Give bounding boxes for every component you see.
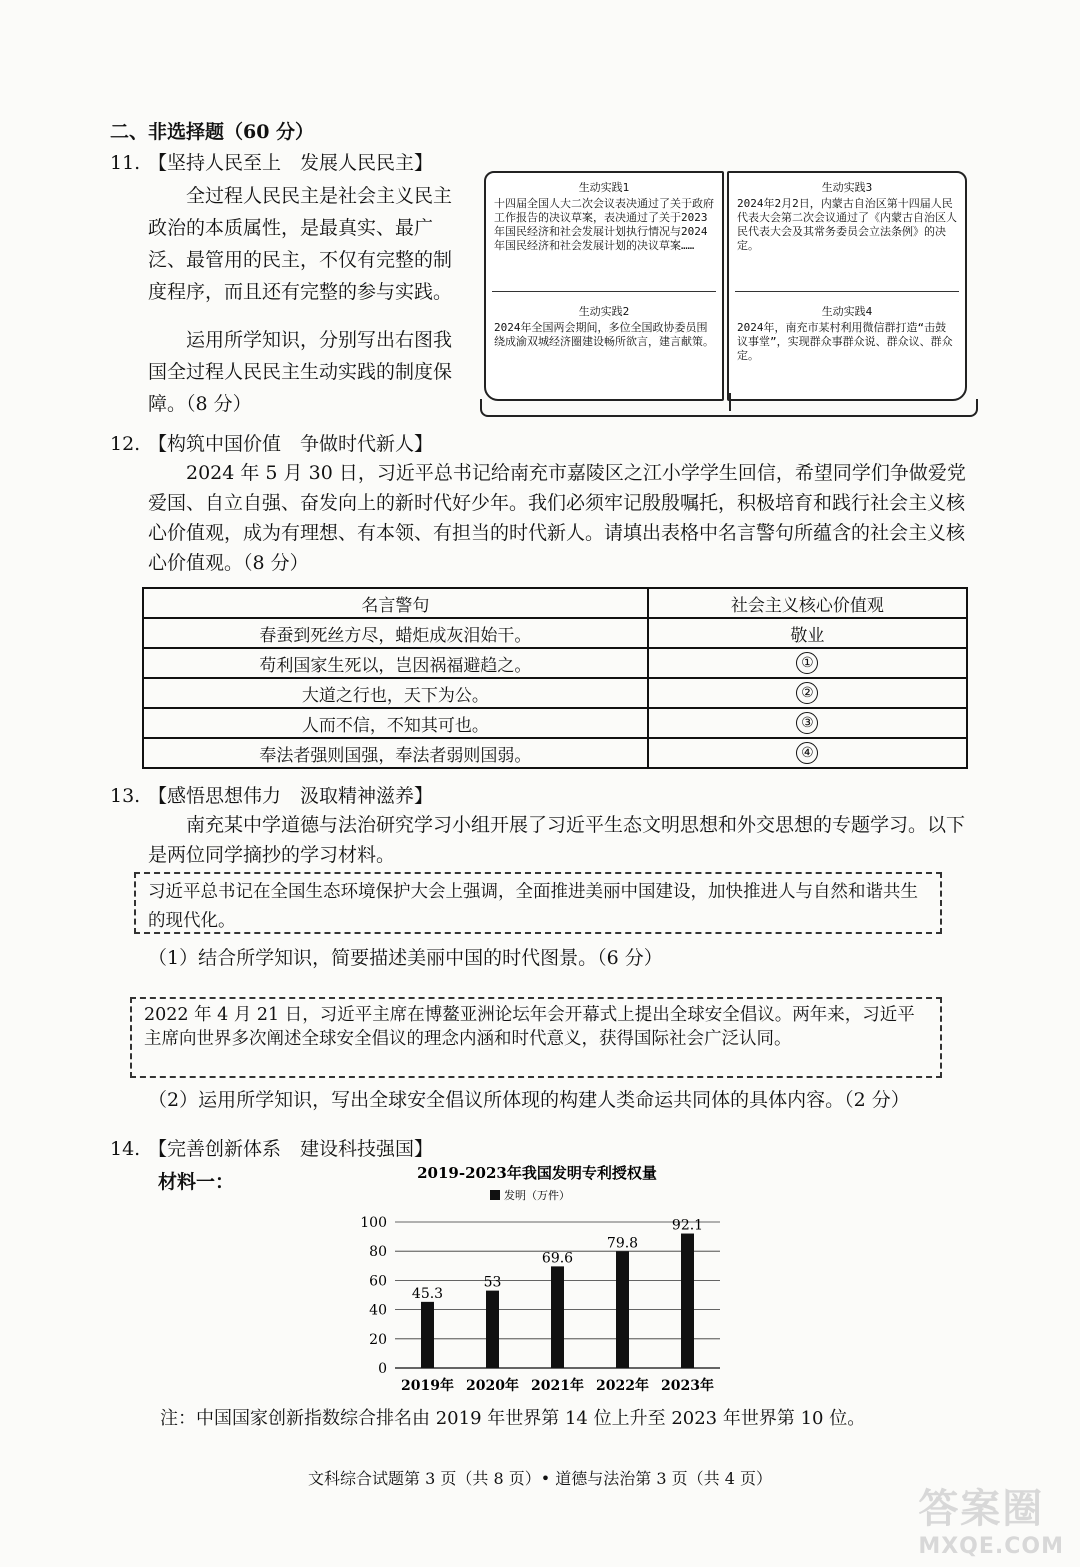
quote-cell: 大道之行也，天下为公。 [143, 678, 648, 708]
blank-marker: ③ [796, 712, 818, 734]
table-row [143, 738, 967, 768]
bar [551, 1266, 564, 1368]
y-tick-label: 40 [369, 1302, 387, 1319]
y-tick-label: 0 [378, 1361, 387, 1377]
section-title: 二、非选择题（60 分） [110, 121, 315, 143]
values-table [142, 587, 968, 769]
bar [681, 1234, 694, 1368]
table-header-value: 社会主义核心价值观 [648, 588, 967, 618]
x-tick-label: 2022年 [596, 1378, 649, 1394]
table-row [143, 648, 967, 678]
page-divider [492, 291, 716, 292]
chart-title: 2019-2023年我国发明专利授权量 [417, 1164, 657, 1182]
q13-subquestion-2: （2）运用所学知识，写出全球安全倡议所体现的构建人类命运共同体的具体内容。（2 分） [148, 1089, 910, 1111]
legend-swatch [490, 1190, 500, 1200]
value-cell: 敬业 [648, 618, 967, 648]
q11-paragraph-2: 运用所学知识，分别写出右图我国全过程人民民主生动实践的制度保障。（8 分） [148, 329, 453, 415]
book-left-page [484, 171, 724, 401]
blank-marker: ① [796, 652, 818, 674]
practice-2 [494, 305, 714, 349]
watermark-top: 答案圈 [918, 1486, 1045, 1532]
q11-heading: 【坚持人民至上 发展人民民主】 [148, 152, 434, 174]
quote-cell: 奉法者强则国强，奉法者弱则国弱。 [143, 738, 648, 768]
table-header-quote: 名言警句 [143, 588, 648, 618]
value-cell [648, 708, 967, 738]
q12-heading: 【构筑中国价值 争做时代新人】 [148, 433, 434, 455]
data-label: 92.1 [671, 1217, 704, 1234]
bar [616, 1251, 629, 1368]
q13-number: 13. [110, 785, 141, 807]
practice-2-title: 生动实践2 [578, 305, 630, 318]
book-cover-base [480, 399, 978, 417]
table-row [143, 678, 967, 708]
material-box-1: 习近平总书记在全国生态环境保护大会上强调，全面推进美丽中国建设，加快推进人与自然和谐共生的现代化。 [134, 872, 942, 934]
blank-marker: ④ [796, 742, 818, 764]
q13-subquestion-1: （1）结合所学知识，简要描述美丽中国的时代图景。（6 分） [148, 947, 663, 969]
practice-4 [737, 305, 957, 363]
watermark-logo [918, 1477, 1064, 1559]
page-footer: 文科综合试题第 3 页（共 8 页）• 道德与法治第 3 页（共 4 页） [308, 1469, 772, 1488]
table-row [143, 708, 967, 738]
x-tick-label: 2021年 [531, 1378, 584, 1394]
q12-paragraph: 2024 年 5 月 30 日，习近平总书记给南充市嘉陵区之江小学学生回信，希望同学们争做爱党爱国、自立自强、奋发向上的新时代好少年。我们必须牢记殷殷嘱托，积极培育和践行社会主义核心价值观，成为有理想、有本领、有担当的时代新人。请填出表格中名言警句所蕴含的社会主义核心价值观。（8 分） [148, 462, 966, 574]
practice-3-title: 生动实践3 [821, 181, 873, 194]
q14-number: 14. [110, 1138, 141, 1160]
quote-cell: 苟利国家生死以，岂因祸福避趋之。 [143, 648, 648, 678]
q11-number: 11. [110, 152, 141, 174]
patent-bar-chart [350, 1158, 750, 1398]
practice-4-title: 生动实践4 [821, 305, 873, 318]
y-tick-label: 60 [369, 1273, 387, 1290]
q13-paragraph: 南充某中学道德与法治研究学习小组开展了习近平生态文明思想和外交思想的专题学习。以下是两位同学摘抄的学习材料。 [148, 814, 966, 866]
practice-1-title: 生动实践1 [578, 181, 630, 194]
table-header-row [143, 588, 967, 618]
practice-3 [737, 181, 957, 253]
blank-marker: ② [796, 682, 818, 704]
practice-3-text: 2024年2月2日，内蒙古自治区第十四届人民代表大会第二次会议通过了《内蒙古自治区人民代表大会及其常务委员会立法条例》的决定。 [737, 197, 957, 252]
y-tick-label: 80 [369, 1244, 387, 1261]
practice-1 [494, 181, 714, 253]
x-tick-label: 2023年 [661, 1378, 714, 1394]
bar [421, 1302, 434, 1368]
bar [486, 1291, 499, 1368]
book-right-page [727, 171, 967, 401]
data-label: 53 [483, 1274, 502, 1291]
material-one-label: 材料一： [158, 1171, 235, 1193]
data-label: 79.8 [606, 1235, 639, 1252]
value-cell [648, 678, 967, 708]
legend-label: 发明（万件） [504, 1189, 570, 1202]
x-tick-label: 2019年 [401, 1378, 454, 1394]
practice-2-text: 2024年全国两会期间，多位全国政协委员围绕成渝双城经济圈建设畅所欲言，建言献策。 [494, 321, 714, 348]
quote-cell: 人而不信，不知其可也。 [143, 708, 648, 738]
q12-number: 12. [110, 433, 141, 455]
watermark-bottom: MXQE.COM [918, 1534, 1064, 1559]
y-tick-label: 100 [360, 1215, 387, 1231]
q11-paragraph-1: 全过程人民民主是社会主义民主政治的本质属性，是最真实、最广泛、最管用的民主，不仅有完整的制度程序，而且还有完整的参与实践。 [148, 185, 453, 303]
practice-1-text: 十四届全国人大二次会议表决通过了关于政府工作报告的决议草案，表决通过了关于2023年国民经济和社会发展计划执行情况与2024年国民经济和社会发展计划的决议草案…… [494, 197, 714, 252]
q13-heading: 【感悟思想伟力 汲取精神滋养】 [148, 785, 434, 807]
quote-cell: 春蚕到死丝方尽，蜡炬成灰泪始干。 [143, 618, 648, 648]
value-cell [648, 738, 967, 768]
value-cell [648, 648, 967, 678]
page-divider [735, 291, 959, 292]
data-label: 45.3 [411, 1285, 444, 1302]
open-book-figure [480, 163, 978, 421]
material-box-2: 2022 年 4 月 21 日，习近平主席在博鳌亚洲论坛年会开幕式上提出全球安全倡议。两年来，习近平主席向世界多次阐述全球安全倡议的理念内涵和时代意义，获得国际社会广泛认同。 [130, 997, 942, 1078]
x-tick-label: 2020年 [466, 1378, 519, 1394]
q14-heading: 【完善创新体系 建设科技强国】 [148, 1138, 434, 1160]
y-tick-label: 20 [369, 1331, 387, 1348]
practice-4-text: 2024年，南充市某村利用微信群打造“击鼓议事堂”，实现群众事群众说、群众议、群众定。 [737, 321, 953, 362]
chart-note: 注：中国国家创新指数综合排名由 2019 年世界第 14 位上升至 2023 年世界第 10 位。 [160, 1408, 866, 1429]
table-row [143, 618, 967, 648]
data-label: 69.6 [541, 1250, 574, 1267]
